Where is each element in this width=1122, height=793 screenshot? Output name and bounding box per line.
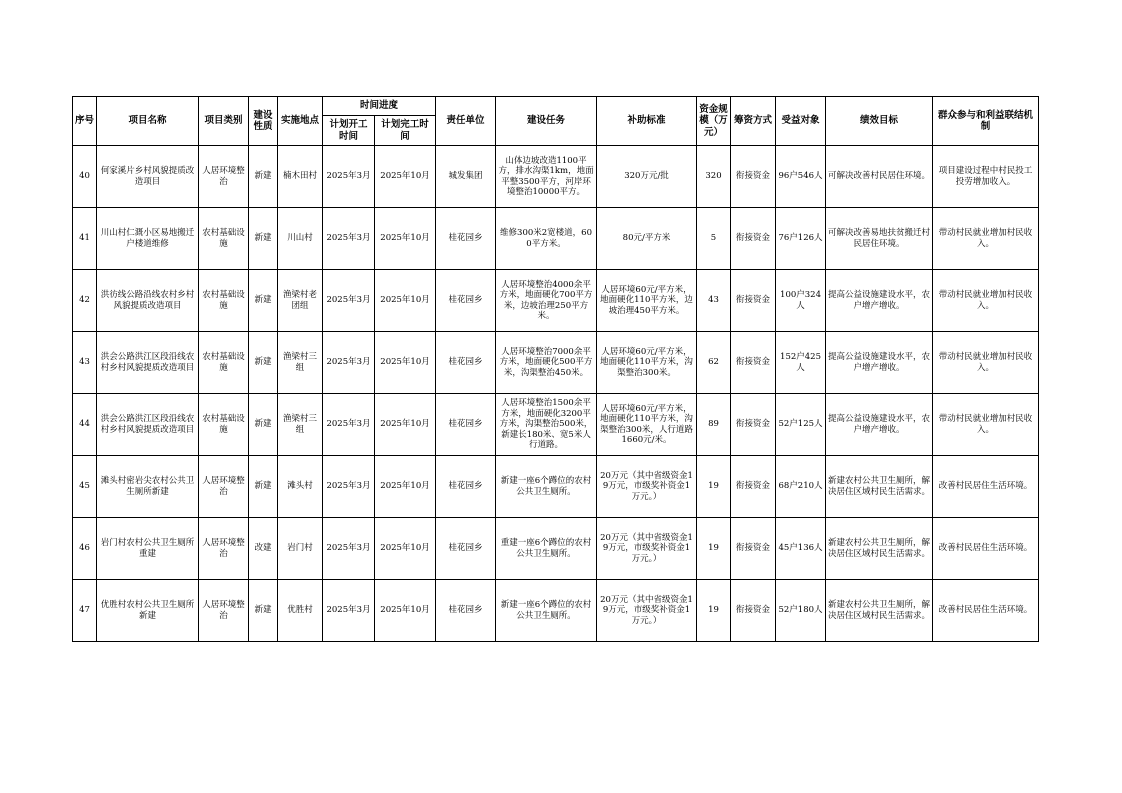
cell-end: 2025年10月 xyxy=(375,580,436,642)
cell-name: 洪会公路洪江区段沿线农村乡村风貌提质改造项目 xyxy=(97,394,199,456)
cell-end: 2025年10月 xyxy=(375,394,436,456)
table-row xyxy=(73,518,1039,580)
cell-location: 川山村 xyxy=(278,208,323,270)
cell-category: 农村基础设施 xyxy=(199,208,249,270)
cell-nature: 新建 xyxy=(249,394,278,456)
cell-end: 2025年10月 xyxy=(375,146,436,208)
cell-subsidy: 人居环境60元/平方米，地面硬化110平方米，沟渠整治300米。 xyxy=(597,332,697,394)
cell-end: 2025年10月 xyxy=(375,332,436,394)
cell-source: 衔接资金 xyxy=(731,270,776,332)
cell-task: 维修300米2宽楼道，600平方米。 xyxy=(496,208,597,270)
header-mechanism: 群众参与和利益联结机制 xyxy=(933,97,1039,146)
cell-beneficiary: 96户546人 xyxy=(776,146,826,208)
cell-name: 洪会公路洪江区段沿线农村乡村风貌提质改造项目 xyxy=(97,332,199,394)
cell-source: 衔接资金 xyxy=(731,146,776,208)
cell-nature: 新建 xyxy=(249,270,278,332)
header-start: 计划开工时间 xyxy=(323,116,375,146)
cell-unit: 桂花园乡 xyxy=(436,270,496,332)
cell-target: 提高公益设施建设水平，农户增产增收。 xyxy=(826,394,933,456)
cell-subsidy: 20万元（其中省级资金19万元，市级奖补资金1万元。） xyxy=(597,456,697,518)
cell-start: 2025年3月 xyxy=(323,270,375,332)
cell-mechanism: 带动村民就业增加村民收入。 xyxy=(933,332,1039,394)
cell-subsidy: 20万元（其中省级资金19万元，市级奖补资金1万元。） xyxy=(597,518,697,580)
cell-name: 优胜村农村公共卫生厕所新建 xyxy=(97,580,199,642)
cell-task: 新建一座6个蹲位的农村公共卫生厕所。 xyxy=(496,580,597,642)
cell-end: 2025年10月 xyxy=(375,456,436,518)
cell-nature: 新建 xyxy=(249,456,278,518)
cell-seq: 40 xyxy=(73,146,97,208)
cell-category: 人居环境整治 xyxy=(199,456,249,518)
table-row xyxy=(73,456,1039,518)
cell-fund: 320 xyxy=(697,146,731,208)
cell-subsidy: 人居环境60元/平方米，地面硬化110平方米，沟渠整治300米，人行道路1660元/米。 xyxy=(597,394,697,456)
cell-beneficiary: 100户324人 xyxy=(776,270,826,332)
cell-target: 提高公益设施建设水平，农户增产增收。 xyxy=(826,332,933,394)
cell-target: 可解决改善村民居住环境。 xyxy=(826,146,933,208)
cell-subsidy: 320万元/批 xyxy=(597,146,697,208)
header-location: 实施地点 xyxy=(278,97,323,146)
table-row xyxy=(73,580,1039,642)
cell-location: 渔梁村老团组 xyxy=(278,270,323,332)
cell-fund: 19 xyxy=(697,518,731,580)
cell-fund: 19 xyxy=(697,580,731,642)
cell-seq: 45 xyxy=(73,456,97,518)
header-seq: 序号 xyxy=(73,97,97,146)
cell-name: 滩头村密岩尖农村公共卫生厕所新建 xyxy=(97,456,199,518)
cell-beneficiary: 152户425人 xyxy=(776,332,826,394)
cell-beneficiary: 52户180人 xyxy=(776,580,826,642)
cell-subsidy: 人居环境60元/平方米，地面硬化110平方米，边坡治理450平方米。 xyxy=(597,270,697,332)
cell-mechanism: 带动村民就业增加村民收入。 xyxy=(933,394,1039,456)
cell-nature: 新建 xyxy=(249,208,278,270)
cell-seq: 41 xyxy=(73,208,97,270)
cell-beneficiary: 76户126人 xyxy=(776,208,826,270)
cell-beneficiary: 45户136人 xyxy=(776,518,826,580)
table-body xyxy=(73,146,1039,642)
cell-category: 农村基础设施 xyxy=(199,332,249,394)
cell-end: 2025年10月 xyxy=(375,518,436,580)
header-source: 筹资方式 xyxy=(731,97,776,146)
cell-subsidy: 20万元（其中省级资金19万元，市级奖补资金1万元。） xyxy=(597,580,697,642)
cell-start: 2025年3月 xyxy=(323,456,375,518)
cell-task: 人居环境整治1500余平方米，地面硬化3200平方米，沟渠整治500米，新建长180米、宽5米人行道路。 xyxy=(496,394,597,456)
header-end: 计划完工时间 xyxy=(375,116,436,146)
cell-source: 衔接资金 xyxy=(731,332,776,394)
cell-task: 重建一座6个蹲位的农村公共卫生厕所。 xyxy=(496,518,597,580)
cell-category: 人居环境整治 xyxy=(199,580,249,642)
header-row-1 xyxy=(73,97,1039,116)
cell-name: 岩门村农村公共卫生厕所重建 xyxy=(97,518,199,580)
cell-end: 2025年10月 xyxy=(375,270,436,332)
header-beneficiary: 受益对象 xyxy=(776,97,826,146)
project-table xyxy=(72,96,1039,642)
cell-subsidy: 80元/平方米 xyxy=(597,208,697,270)
cell-unit: 桂花园乡 xyxy=(436,394,496,456)
cell-target: 新建农村公共卫生厕所，解决居住区域村民生活需求。 xyxy=(826,580,933,642)
header-fund: 资金规模（万元） xyxy=(697,97,731,146)
header-subsidy: 补助标准 xyxy=(597,97,697,146)
cell-category: 农村基础设施 xyxy=(199,270,249,332)
header-nature: 建设性质 xyxy=(249,97,278,146)
cell-unit: 桂花园乡 xyxy=(436,580,496,642)
cell-target: 新建农村公共卫生厕所，解决居住区域村民生活需求。 xyxy=(826,518,933,580)
cell-unit: 桂花园乡 xyxy=(436,332,496,394)
cell-mechanism: 项目建设过程中村民投工投劳增加收入。 xyxy=(933,146,1039,208)
table-row xyxy=(73,146,1039,208)
cell-beneficiary: 68户210人 xyxy=(776,456,826,518)
cell-location: 滩头村 xyxy=(278,456,323,518)
cell-start: 2025年3月 xyxy=(323,580,375,642)
header-target: 绩效目标 xyxy=(826,97,933,146)
cell-seq: 42 xyxy=(73,270,97,332)
cell-seq: 46 xyxy=(73,518,97,580)
cell-source: 衔接资金 xyxy=(731,456,776,518)
cell-source: 衔接资金 xyxy=(731,518,776,580)
cell-task: 人居环境整治4000余平方米，地面硬化700平方米，边坡治理250平方米。 xyxy=(496,270,597,332)
table-row xyxy=(73,332,1039,394)
cell-start: 2025年3月 xyxy=(323,394,375,456)
cell-fund: 62 xyxy=(697,332,731,394)
cell-mechanism: 改善村民居住生活环境。 xyxy=(933,518,1039,580)
cell-mechanism: 改善村民居住生活环境。 xyxy=(933,456,1039,518)
cell-task: 新建一座6个蹲位的农村公共卫生厕所。 xyxy=(496,456,597,518)
cell-mechanism: 带动村民就业增加村民收入。 xyxy=(933,270,1039,332)
cell-unit: 桂花园乡 xyxy=(436,456,496,518)
cell-target: 可解决改善易地扶贫搬迁村民居住环境。 xyxy=(826,208,933,270)
cell-nature: 新建 xyxy=(249,146,278,208)
cell-fund: 43 xyxy=(697,270,731,332)
cell-seq: 47 xyxy=(73,580,97,642)
table-row xyxy=(73,394,1039,456)
cell-location: 渔梁村三组 xyxy=(278,332,323,394)
cell-unit: 桂花园乡 xyxy=(436,208,496,270)
table-row xyxy=(73,270,1039,332)
cell-task: 人居环境整治7000余平方米，地面硬化500平方米，沟渠整治450米。 xyxy=(496,332,597,394)
cell-task: 山体边坡改造1100平方，排水沟渠1km，地面平整3500平方，河岸环境整治10000平方。 xyxy=(496,146,597,208)
cell-source: 衔接资金 xyxy=(731,208,776,270)
cell-nature: 新建 xyxy=(249,580,278,642)
cell-location: 渔梁村三组 xyxy=(278,394,323,456)
cell-source: 衔接资金 xyxy=(731,394,776,456)
cell-category: 人居环境整治 xyxy=(199,146,249,208)
cell-category: 人居环境整治 xyxy=(199,518,249,580)
cell-location: 楠木田村 xyxy=(278,146,323,208)
cell-location: 优胜村 xyxy=(278,580,323,642)
cell-end: 2025年10月 xyxy=(375,208,436,270)
cell-fund: 89 xyxy=(697,394,731,456)
cell-name: 洪彷线公路沿线农村乡村风貌提质改造项目 xyxy=(97,270,199,332)
cell-location: 岩门村 xyxy=(278,518,323,580)
cell-name: 川山村仁溉小区易地搬迁户楼道维修 xyxy=(97,208,199,270)
header-task: 建设任务 xyxy=(496,97,597,146)
cell-fund: 5 xyxy=(697,208,731,270)
cell-mechanism: 带动村民就业增加村民收入。 xyxy=(933,208,1039,270)
cell-seq: 43 xyxy=(73,332,97,394)
cell-beneficiary: 52户125人 xyxy=(776,394,826,456)
header-name: 项目名称 xyxy=(97,97,199,146)
cell-category: 农村基础设施 xyxy=(199,394,249,456)
cell-unit: 城发集团 xyxy=(436,146,496,208)
cell-nature: 新建 xyxy=(249,332,278,394)
cell-unit: 桂花园乡 xyxy=(436,518,496,580)
cell-start: 2025年3月 xyxy=(323,208,375,270)
cell-start: 2025年3月 xyxy=(323,146,375,208)
cell-start: 2025年3月 xyxy=(323,518,375,580)
cell-target: 新建农村公共卫生厕所，解决居住区域村民生活需求。 xyxy=(826,456,933,518)
cell-mechanism: 改善村民居住生活环境。 xyxy=(933,580,1039,642)
cell-nature: 改建 xyxy=(249,518,278,580)
header-unit: 责任单位 xyxy=(436,97,496,146)
cell-seq: 44 xyxy=(73,394,97,456)
header-schedule: 时间进度 xyxy=(323,97,436,116)
header-category: 项目类别 xyxy=(199,97,249,146)
cell-fund: 19 xyxy=(697,456,731,518)
cell-name: 何家溪片乡村风貌提质改造项目 xyxy=(97,146,199,208)
table-row xyxy=(73,208,1039,270)
cell-source: 衔接资金 xyxy=(731,580,776,642)
cell-target: 提高公益设施建设水平，农户增产增收。 xyxy=(826,270,933,332)
cell-start: 2025年3月 xyxy=(323,332,375,394)
